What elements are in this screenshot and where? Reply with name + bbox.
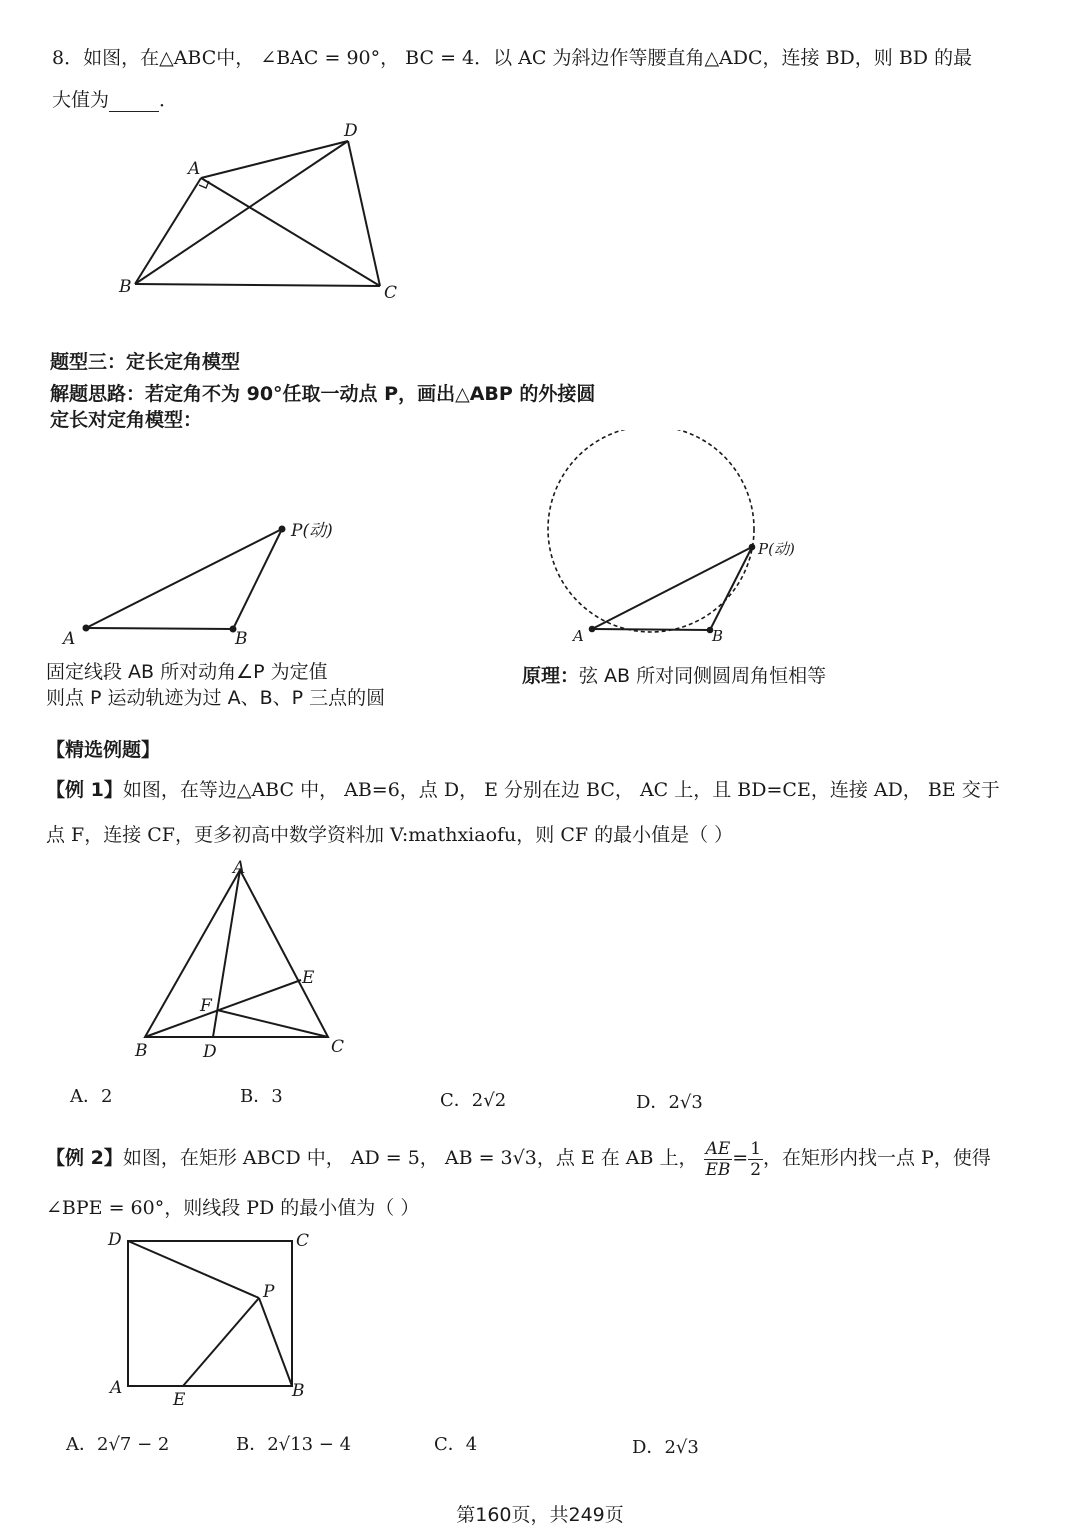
ex2-label: 【例 2】	[46, 1147, 123, 1169]
ex1-line1	[46, 778, 1000, 802]
q8-figure	[110, 118, 420, 308]
label-B: B	[292, 1381, 305, 1401]
left-caption-2: 则点 P 运动轨迹为过 A、B、P 三点的圆	[46, 687, 386, 709]
fraction-denominator: EB	[705, 1159, 731, 1180]
label-E: E	[302, 968, 315, 988]
fraction-numerator: AE	[705, 1138, 731, 1159]
answer-blank	[109, 93, 159, 112]
segment-EP	[183, 1298, 259, 1386]
option-letter: A．	[66, 1434, 97, 1455]
q8-line2-end: ．	[159, 89, 179, 111]
option-letter: D．	[636, 1092, 669, 1113]
label-B: B	[119, 277, 132, 297]
ex1-option-b[interactable]	[240, 1082, 283, 1108]
segment-BC	[135, 284, 380, 286]
label-A: A	[110, 1378, 123, 1398]
option-letter: B．	[240, 1086, 272, 1107]
ex2-option-b[interactable]	[236, 1430, 351, 1456]
label-C: C	[331, 1037, 345, 1057]
page-footer: 第160页，共249页	[456, 1504, 624, 1526]
option-value: 2	[101, 1086, 113, 1107]
segment-BE	[145, 980, 301, 1037]
right-caption-text: 弦 AB 所对同侧圆周角恒相等	[579, 665, 827, 687]
q8-line2-text: 大值为	[52, 89, 110, 111]
label-B: B	[712, 627, 724, 645]
segment-AC	[201, 178, 380, 286]
label-D: D	[344, 121, 358, 141]
segment-BP	[710, 547, 752, 630]
option-letter: C．	[434, 1434, 466, 1455]
ex2-line1	[46, 1136, 991, 1180]
ex1-option-a[interactable]	[70, 1082, 112, 1108]
fixed-length-angle-figure	[55, 510, 355, 650]
section-idea: 解题思路：若定角不为 90°任取一动点 P，画出△ABP 的外接圆	[50, 383, 596, 405]
option-letter: B．	[236, 1434, 268, 1455]
option-letter: C．	[440, 1090, 472, 1111]
point-P	[749, 544, 756, 551]
label-A: A	[233, 858, 246, 878]
q8-line1: 8．如图，在△ABC中， ∠BAC = 90°， BC = 4．以 AC 为斜边作等腰直角△ADC，连接 BD，则 BD 的最	[52, 47, 973, 69]
ex2-figure	[100, 1225, 330, 1415]
option-letter: D．	[632, 1437, 665, 1458]
segment-AP	[592, 547, 752, 629]
label-A: A	[188, 159, 201, 179]
segment-AB	[86, 628, 233, 629]
label-E: E	[173, 1390, 186, 1410]
label-P: P(动)	[758, 540, 795, 558]
segment-AB	[135, 178, 201, 284]
right-caption	[522, 664, 826, 688]
chord-AB	[592, 629, 710, 630]
label-C: C	[384, 283, 398, 303]
option-value: 2√2	[471, 1090, 507, 1111]
section-sub: 定长对定角模型：	[50, 409, 203, 431]
q8-line2	[52, 88, 178, 112]
ex2-line1-end: ，在矩形内找一点 P，使得	[763, 1147, 991, 1169]
section-title: 题型三：定长定角模型	[50, 351, 241, 373]
ex1-label: 【例 1】	[46, 779, 123, 801]
option-value: 2√3	[668, 1092, 703, 1113]
segment-DC	[348, 141, 380, 286]
examples-title: 【精选例题】	[46, 739, 161, 761]
label-B: B	[235, 629, 248, 649]
ex1-line2: 点 F，连接 CF，更多初高中数学资料加 V:mathxiaofu，则 CF 的最小值是（ ）	[46, 824, 734, 846]
ex1-option-c[interactable]	[440, 1086, 506, 1112]
option-value: 2√13 − 4	[267, 1434, 352, 1455]
fraction-denominator: 2	[750, 1159, 762, 1180]
label-A: A	[573, 627, 584, 645]
segment-BP	[233, 529, 282, 629]
ex2-line1-text: 如图，在矩形 ABCD 中， AD = 5， AB = 3√3，点 E 在 AB 上，	[122, 1147, 698, 1169]
option-value: 3	[271, 1086, 283, 1107]
fraction-ae-eb	[704, 1139, 733, 1180]
left-caption-1: 固定线段 AB 所对动角∠P 为定值	[46, 661, 328, 683]
fraction-numerator: 1	[750, 1138, 762, 1159]
segment-CF	[217, 1010, 328, 1037]
label-B: B	[135, 1041, 148, 1061]
label-A: A	[63, 629, 76, 649]
option-value: 4	[465, 1434, 478, 1455]
option-value: 2√3	[664, 1437, 699, 1458]
ex2-option-c[interactable]	[434, 1430, 477, 1456]
option-letter: A．	[70, 1086, 101, 1107]
label-C: C	[296, 1231, 310, 1251]
circumcircle-figure	[540, 430, 820, 650]
label-P: P	[263, 1282, 275, 1302]
label-P: P(动)	[291, 521, 333, 541]
segment-AP	[86, 529, 282, 628]
segment-AD	[201, 141, 348, 178]
rectangle-ABCD	[128, 1241, 292, 1386]
ex1-figure	[130, 855, 360, 1065]
label-D: D	[108, 1230, 122, 1250]
right-caption-label: 原理：	[522, 665, 580, 687]
ex1-line1-text: 如图，在等边△ABC 中， AB=6，点 D， E 分别在边 BC， AC 上，且 BD=CE，连接 AD， BE 交于	[122, 779, 1000, 801]
point-A	[589, 626, 596, 633]
segment-BP	[259, 1298, 292, 1386]
dashed-circumcircle	[548, 430, 754, 632]
point-A	[83, 625, 90, 632]
fraction-one-half	[748, 1139, 763, 1180]
ex1-option-d[interactable]	[636, 1088, 703, 1114]
option-value: 2√7 − 2	[97, 1434, 170, 1455]
ex2-option-a[interactable]	[66, 1430, 169, 1456]
point-P	[279, 526, 286, 533]
label-F: F	[200, 996, 212, 1016]
ex2-option-d[interactable]	[632, 1433, 699, 1459]
label-D: D	[203, 1042, 217, 1062]
ex2-line2: ∠BPE = 60°，则线段 PD 的最小值为（ ）	[46, 1197, 420, 1219]
segment-BD	[135, 141, 348, 284]
segment-DP	[128, 1241, 259, 1298]
equals-sign: =	[732, 1147, 749, 1169]
